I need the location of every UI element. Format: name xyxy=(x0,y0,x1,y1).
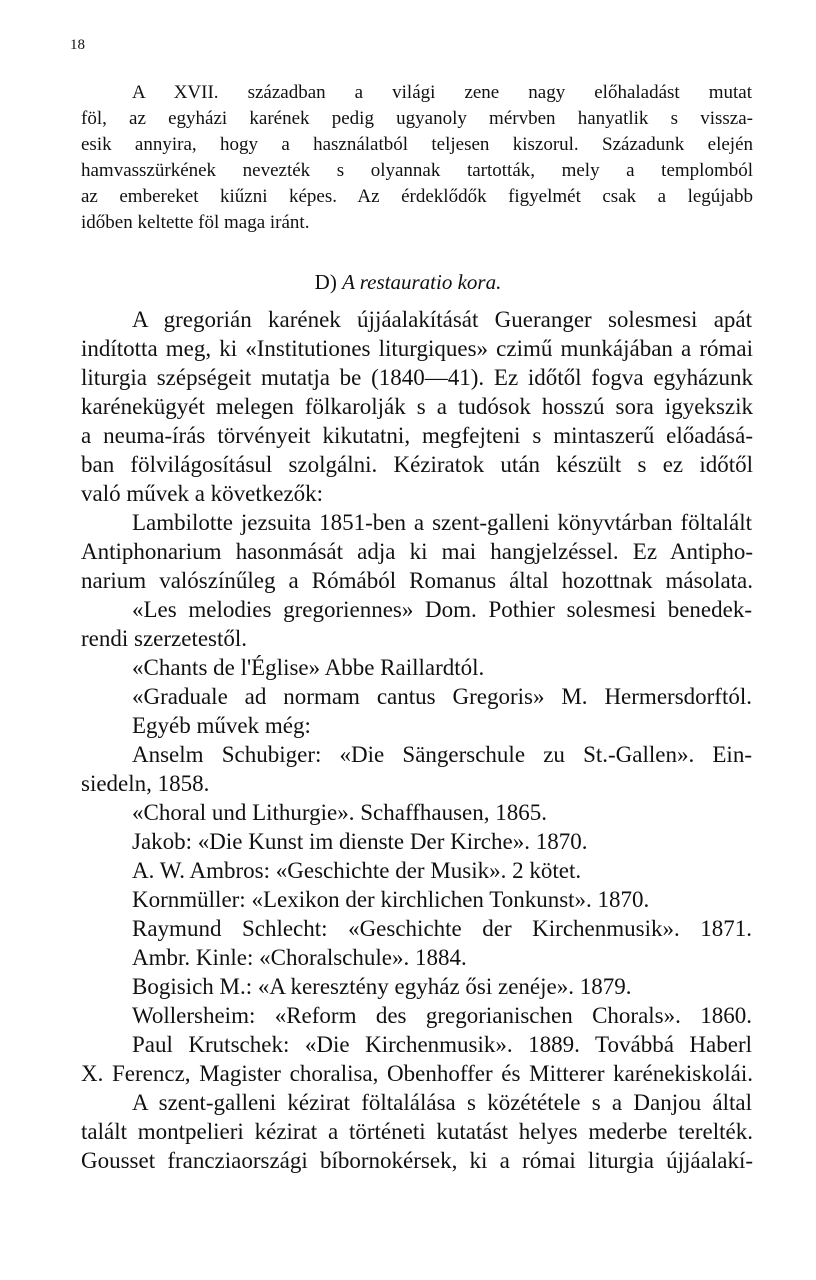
text-line: Jakob: «Die Kunst im dienste Der Kirche». 1870. xyxy=(132,829,588,854)
text-line: Kornmüller: «Lexikon der kirchlichen Tonkunst». 1870. xyxy=(132,887,650,912)
section-title: A restauratio kora. xyxy=(342,270,502,294)
text-line: föl, az egyházi karének pedig ugyanoly mérvben hanyatlik s vissza- xyxy=(81,108,753,129)
text-line: A szent-galleni kézirat föltalálása s közététele s a Danjou által xyxy=(132,1090,752,1115)
text-line: narium valószínűleg a Rómából Romanus által hozottnak másolata. xyxy=(81,568,753,593)
text-line: Wollersheim: «Reform des gregorianischen Chorals». 1860. xyxy=(132,1003,752,1028)
text-line: az embereket kiűzni képes. Az érdeklődők figyelmét csak a legújabb xyxy=(81,186,753,207)
text-line: A gregorián karének újjáalakítását Gueranger solesmesi apát xyxy=(132,307,752,332)
page-number: 18 xyxy=(70,37,85,53)
text-line: Egyéb művek még: xyxy=(132,713,311,738)
text-line: esik annyira, hogy a használatból teljesen kiszorul. Századunk elején xyxy=(81,134,753,155)
text-line: Anselm Schubiger: «Die Sängerschule zu St.-Gallen». Ein- xyxy=(132,742,752,767)
text-line: karénekügyét melegen fölkarolják s a tudósok hosszú sora igyekszik xyxy=(81,394,753,419)
text-line: «Choral und Lithurgie». Schaffhausen, 1865. xyxy=(132,800,547,825)
text-line: időben keltette föl maga iránt. xyxy=(81,212,310,233)
text-line: talált montpelieri kézirat a történeti kutatást helyes mederbe terelték. xyxy=(81,1119,753,1144)
section-letter: D) xyxy=(314,270,337,294)
text-line: hamvasszürkének nevezték s olyannak tartották, mely a templomból xyxy=(81,160,753,181)
text-line: Gousset francziaországi bíbornokérsek, ki a római liturgia újjáalakí- xyxy=(81,1148,753,1173)
text-line: Paul Krutschek: «Die Kirchenmusik». 1889. Továbbá Haberl xyxy=(132,1032,752,1057)
text-line: rendi szerzetestől. xyxy=(81,626,248,651)
section-heading xyxy=(0,270,816,295)
text-line: Ambr. Kinle: «Choralschule». 1884. xyxy=(132,945,467,970)
text-line: A XVII. században a világi zene nagy előhaladást mutat xyxy=(132,82,752,103)
text-line: való művek a következők: xyxy=(81,481,324,506)
text-line: indította meg, ki «Institutiones liturgiques» czimű munkájában a római xyxy=(81,336,753,361)
text-line: X. Ferencz, Magister choralisa, Obenhoffer és Mitterer karénekiskolái. xyxy=(81,1061,753,1086)
text-line: a neuma-írás törvényeit kikutatni, megfejteni s mintaszerű előadásá- xyxy=(81,423,753,448)
text-line: Bogisich M.: «A keresztény egyház ősi zenéje». 1879. xyxy=(132,974,632,999)
text-line: Lambilotte jezsuita 1851-ben a szent-galleni könyvtárban föltalált xyxy=(132,510,752,535)
text-line: «Les melodies gregoriennes» Dom. Pothier solesmesi benedek- xyxy=(132,597,752,622)
text-line: «Chants de l'Église» Abbe Raillardtól. xyxy=(132,655,485,680)
text-line: Antiphonarium hasonmását adja ki mai hangjelzéssel. Ez Antipho- xyxy=(81,539,753,564)
text-line: «Graduale ad normam cantus Gregoris» M. Hermersdorftól. xyxy=(132,684,752,709)
text-line: siedeln, 1858. xyxy=(81,771,210,796)
text-line: A. W. Ambros: «Geschichte der Musik». 2 kötet. xyxy=(132,858,582,883)
text-line: ban fölvilágosításul szolgálni. Kéziratok után készült s ez időtől xyxy=(81,452,753,477)
text-line: Raymund Schlecht: «Geschichte der Kirchenmusik». 1871. xyxy=(132,916,752,941)
text-line: liturgia szépségeit mutatja be (1840—41). Ez időtől fogva egyházunk xyxy=(81,365,753,390)
